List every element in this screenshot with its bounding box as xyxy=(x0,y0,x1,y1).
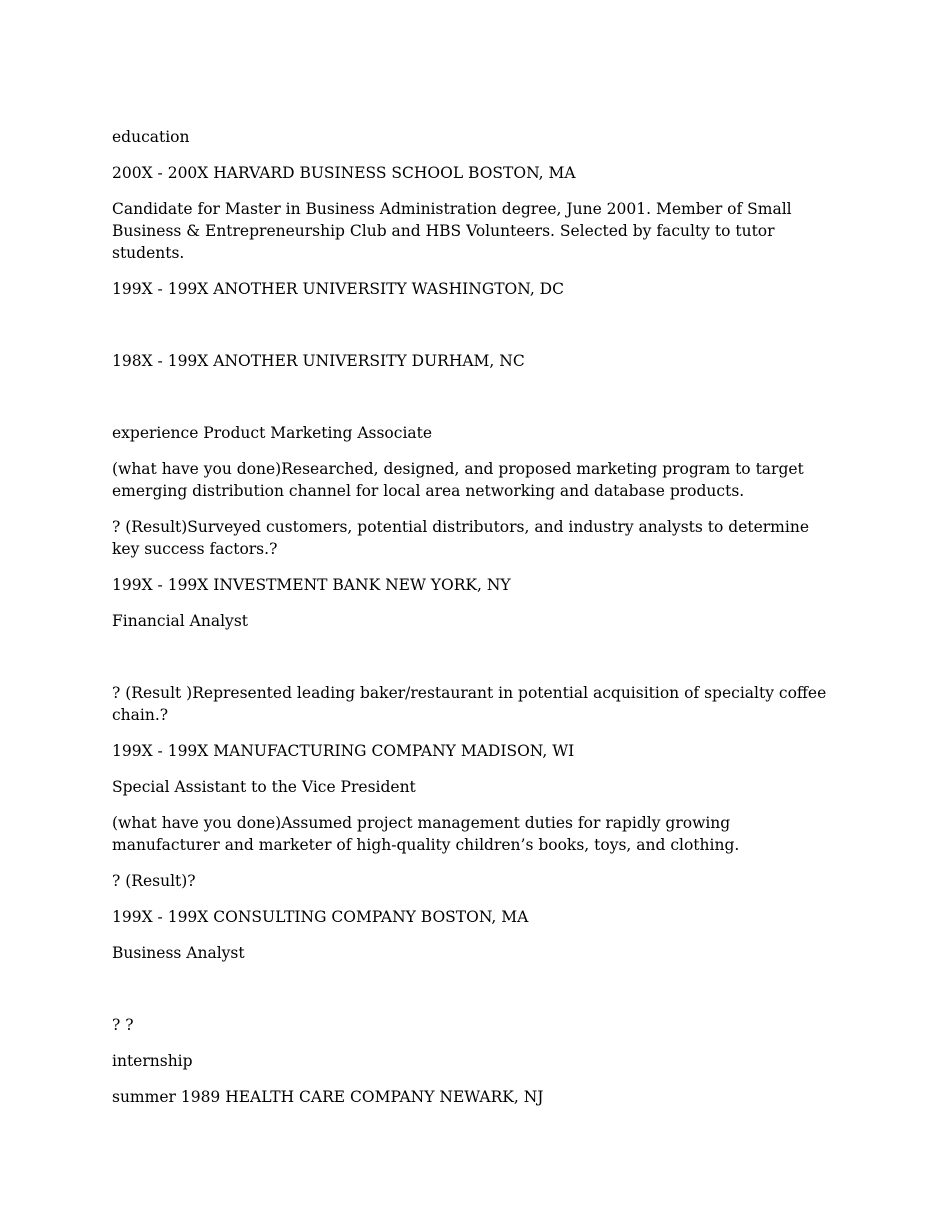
empty-paragraph xyxy=(112,646,837,668)
section-heading-internship: internship xyxy=(112,1052,193,1070)
experience-result: ? (Result)? xyxy=(112,872,196,890)
internship-entry-health-care: summer 1989 HEALTH CARE COMPANY NEWARK, NJ xyxy=(112,1088,544,1106)
empty-paragraph xyxy=(112,386,837,408)
experience-entry-manufacturing: 199X - 199X MANUFACTURING COMPANY MADISON, WI xyxy=(112,742,575,760)
experience-detail: (what have you done)Researched, designed, and proposed marketing program to target emerging distribution channel for local area networking and database products. xyxy=(112,460,804,500)
education-detail-harvard: Candidate for Master in Business Administration degree, June 2001. Member of Small Business & Entrepreneurship Club and HBS Volunteers. Selected by faculty to tutor students. xyxy=(112,200,792,262)
experience-result: ? (Result)Surveyed customers, potential distributors, and industry analysts to determine key success factors.? xyxy=(112,518,809,558)
empty-paragraph xyxy=(112,978,837,1000)
experience-entry-investment-bank: 199X - 199X INVESTMENT BANK NEW YORK, NY xyxy=(112,576,511,594)
experience-detail: (what have you done)Assumed project management duties for rapidly growing manufacturer and marketer of high-quality children’s books, toys, and clothing. xyxy=(112,814,740,854)
education-entry-durham: 198X - 199X ANOTHER UNIVERSITY DURHAM, NC xyxy=(112,352,525,370)
experience-entry-consulting: 199X - 199X CONSULTING COMPANY BOSTON, MA xyxy=(112,908,529,926)
experience-result: ? ? xyxy=(112,1016,134,1034)
education-entry-harvard: 200X - 200X HARVARD BUSINESS SCHOOL BOSTON, MA xyxy=(112,164,576,182)
job-title-financial-analyst: Financial Analyst xyxy=(112,612,248,630)
job-title-special-assistant: Special Assistant to the Vice President xyxy=(112,778,416,796)
section-heading-experience: experience Product Marketing Associate xyxy=(112,424,433,442)
empty-paragraph xyxy=(112,314,837,336)
education-entry-washington: 199X - 199X ANOTHER UNIVERSITY WASHINGTON, DC xyxy=(112,280,564,298)
experience-result: ? (Result )Represented leading baker/restaurant in potential acquisition of specialty coffee chain.? xyxy=(112,684,827,724)
document-body xyxy=(112,126,837,1122)
section-heading-education: education xyxy=(112,128,190,146)
job-title-business-analyst: Business Analyst xyxy=(112,944,245,962)
